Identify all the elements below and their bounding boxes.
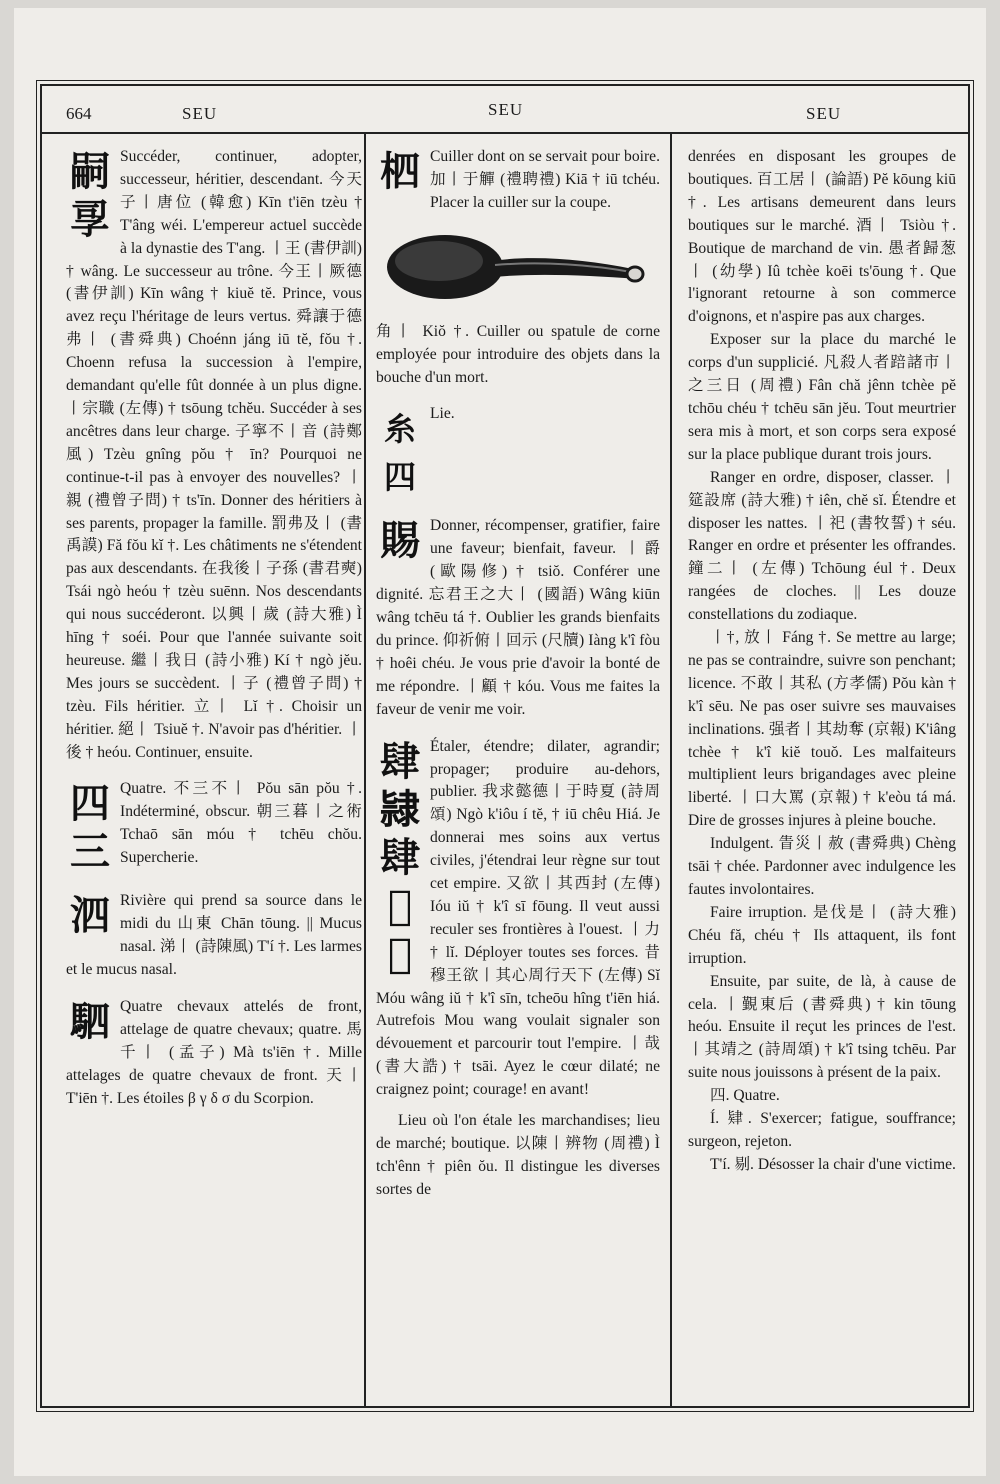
entry-seu-lie [376, 403, 660, 501]
paragraph: Ranger en ordre, disposer, classer. 丨筵設席 (詩大雅) † iên, chĕ sĭ. Étendre et disposer les nattes. 丨祀 (書牧誓) † séu. Ranger en ordre et présenter les offrandes. 鐘二丨 (左傳) Tchōung éul †. Deux rangées de cloches. || Les douze constellations du zodiaque. [688, 468, 956, 624]
paragraph: Ensuite, par suite, de là, à cause de cela. 丨覲東后 (書舜典) † kin tōung heóu. Ensuite il reçut les princes de l'est. 丨其靖之 (詩周頌) † k'î tsing tchēu. Par suite nous jouissons à présent de la paix. [688, 972, 956, 1082]
column-divider [670, 132, 672, 1406]
entry-seu-cuiller [376, 146, 660, 215]
headword-char: 駟 [70, 999, 110, 1046]
headword-char: 柶 [380, 149, 420, 195]
page-frame [40, 84, 970, 1408]
entry-definition: Lieu où l'on étale les marchandises; lieu de marché; boutique. 以陳丨辨物 (周禮) Ì tch'ênn † piên ŏu. Il distingue les diverses sortes de [376, 1112, 660, 1198]
entry-seu-riviere [66, 890, 362, 982]
column-divider [364, 132, 366, 1406]
entry-definition: Succéder, continuer, adopter, successeur, héritier, descendant. 今天子丨唐位 (韓愈) Kīn t'iēn tzèu † T'âng wéi. L'empereur actuel succède à la dynastie des T'ang. 丨王 (書伊訓) † wâng. Le successeur au trône. 今王丨厥德 (書伊訓) Kīn wâng † kiuĕ tĕ. Prince, vous avez reçu l'héritage de leurs vertus. 舜讓于德弗丨 (書舜典) Choénn jáng iū tĕ, fŏu †. Choenn refusa la succession à l'empire, demandant qu'elle fût donnée à un plus digne. 丨宗職 (左傳) † tsōung tchĕu. Succéder à ses ancêtres dans leur charge. 子寧不丨音 (詩鄭風) Tzèu gnîng pŏu † īn? Pourquoi ne continue-t-il pas à envoyer des nouvelles? 丨親 (禮曾子問) † ts'īn. Donner des héritiers à ses parents, propager la famille. 罰弗及丨 (書禹謨) Fă fŏu kĭ †. Les châtiments ne s'étendent pas aux descendants. 在我後丨子孫 (書君奭) Tsái ngò heóu † tzèu suēnn. Nos descendants qui nous succéderont. 以興丨歲 (詩大雅) Ì hīng † soéi. Pour que l'année suivante soit heureuse. 繼丨我日 (詩小雅) Kí † ngò jĕu. Mes jours se succèdent. 丨子 (禮曾子問) † tzèu. Fils héritier. 立丨 Lĭ †. Choisir un héritier. 絕丨 Tsiuĕ †. N'avoir pas d'héritier. 丨後 † heóu. Continuer, ensuite. [66, 148, 362, 761]
entry-seu-quatre [66, 778, 362, 876]
entry-definition: Quatre chevaux attelés de front, attelage de quatre chevaux; quatre. 馬千丨 (孟子) Mà ts'iēn †. Mille attelages de quatre chevaux de front. 天丨 T'iēn †. Les étoiles β γ δ σ du Scorpion. [66, 998, 362, 1107]
entry-definition: Lie. [430, 405, 455, 423]
paragraph: 丨†, 放丨 Fáng †. Se mettre au large; ne pas se contraindre, suivre son penchant; licence. 不敢丨其私 (方孝儒) Pŏu kàn † k'î sēu. Ne pas oser suivre ses mauvaises inclinations. 强者丨其劫奪 (京報) K'iâng tchèe † k'î kiĕ touŏ. Les malfaiteurs multiplient leurs brigandages avec pleine liberté. 丨口大罵 (京報) † k'eòu tá má. Dire de grosses injures à pleine bouche. [688, 629, 956, 830]
entry-seu-chevaux [66, 996, 362, 1111]
header-right-title: SEU [806, 104, 842, 123]
entry-seu-cuiller-corne [376, 321, 660, 390]
header-left-title: SEU [182, 104, 218, 123]
paragraph: 四. Quatre. [710, 1087, 780, 1105]
entry-definition: Cuiller dont on se servait pour boire. 加丨于觶 (禮聘禮) Kiā † iū tchéu. Placer la cuiller sur la coupe. [430, 148, 660, 211]
paragraph: Exposer sur la place du marché le corps d'un supplicié. 凡殺人者踣諸市丨之三日 (周禮) Fân chă jênn tchèe pĕ tchōu chéu † tchēu sān jĕu. Tout meurtrier sera mis à mort, et son corps sera exposé sur la place publique durant trois jours. [688, 331, 956, 463]
headword-characters [66, 148, 114, 244]
paragraph: Í. 肄. S'exercer; fatigue, souffrance; surgeon, rejeton. [688, 1110, 956, 1150]
column-left [66, 146, 362, 1390]
entry-definition: Rivière qui prend sa source dans le midi du 山東 Chān tōung. || Mucus nasal. 涕丨 (詩陳風) T'í †. Les larmes et le mucus nasal. [66, 892, 362, 979]
headword-char: 𨽻 [380, 786, 420, 833]
headword-char: 嗣 [70, 149, 110, 195]
headword-characters [376, 148, 424, 196]
column-middle [376, 146, 660, 1390]
headword-characters [66, 780, 114, 876]
page-number: 664 [66, 104, 92, 123]
entry-definition: Donner, récompenser, gratifier, faire une faveur; bienfait, faveur. 丨爵 (歐陽修) † tsiŏ. Conférer une dignité. 忘君王之大丨 (國語) Wâng kiūn wâng tchēu tá †. Oublier les grands bienfaits du prince. 仰祈俯丨回示 (尺牘) Iàng k'î fòu † hoêi chéu. Je vous prie d'avoir la bonté de me répondre. 丨顧 † kóu. Vous me faites la faveur de venir me voir. [376, 517, 660, 718]
headword-char: 三 [70, 829, 110, 876]
headword-char: 𩬓 [387, 882, 412, 929]
headword-char: 孠 [70, 197, 110, 243]
headword-characters [66, 892, 114, 940]
header-center-title: SEU [488, 100, 524, 119]
entry-seu-etaler [376, 736, 660, 1103]
entry-seu-donner [376, 515, 660, 721]
headword-char: 四 [70, 781, 110, 828]
entry-definition: Quatre. 不三不丨 Pŏu sān pŏu †. Indéterminé, obscur. 朝三暮丨之術 Tchaō sān móu † tchēu chŏu. Supercherie. [120, 780, 362, 867]
headword-char: 泗 [70, 893, 110, 940]
column-right [688, 146, 956, 1390]
paragraph: Faire irruption. 是伐是丨 (詩大雅) Chéu fă, chéu † Ils attaquent, ils font irruption. [688, 903, 956, 967]
headword-characters [66, 998, 114, 1046]
entry-definition: 角丨 Kiŏ †. Cuiller ou spatule de corne employée pour introduire des objets dans la bouche d'un mort. [376, 322, 660, 386]
headword-char: 肆 [380, 834, 420, 881]
dictionary-page [14, 8, 986, 1476]
paragraph: T'í. 剔. Désosser la chair d'une victime. [710, 1155, 956, 1173]
entry-definition: Étaler, étendre; dilater, agrandir; propager; produire au-dehors, publier. 我求懿德丨于時夏 (詩周頌) Ngò k'iôu í tĕ, † iū chêu Hiá. Je donnerai mes soins aux vertus civiles, j'étendrai leur règne sur tout cet empire. 又欲丨其西封 (左傳) Ióu iŭ † k'î sī fōung. Il veut aussi reculer ses frontières à l'ouest. 丨力 † lĭ. Déployer toutes ses forces. 昔穆王欲丨其心周行天下 (左傳) Sĭ Móu wâng iŭ † k'î sīn, tcheōu hîng t'iēn hiá. Autrefois Mou wang voulait signaler son dévouement et parcourir tout l'empire. 丨哉 (書大誥) † tsāi. Ayez le cœur dilaté; ne craignez point; courage! en avant! [376, 737, 660, 1099]
entry-seu-marche [376, 1110, 660, 1202]
spoon-illustration [383, 225, 653, 315]
headword-char: 賜 [380, 518, 420, 565]
headword-char: 肆 [380, 738, 420, 785]
headword-char: 𩬓 [387, 930, 412, 977]
paragraph: denrées en disposant les groupes de boutiques. 百工居丨 (論語) Pĕ kōung kiū †. Les artisans demeurent dans leurs boutiques sur le marché. 酒丨 Tsiòu †. Boutique de marchand de vin. 愚者歸葱丨 (幼學) Iû tchèe koēi ts'ōung †. Que l'ignorant retourne à son commerce d'oignons, et n'aspire pas aux charges. [688, 148, 956, 326]
headword-characters [376, 738, 424, 978]
paragraph: Indulgent. 眚災丨赦 (書舜典) Chèng tsāi † chée. Pardonner avec indulgence les fautes involontaires. [688, 835, 956, 898]
headword-characters [376, 405, 424, 501]
running-header [42, 86, 968, 134]
headword-characters [376, 517, 424, 565]
headword-char: 糸四 [383, 410, 416, 497]
entry-seu-succeder [66, 146, 362, 764]
